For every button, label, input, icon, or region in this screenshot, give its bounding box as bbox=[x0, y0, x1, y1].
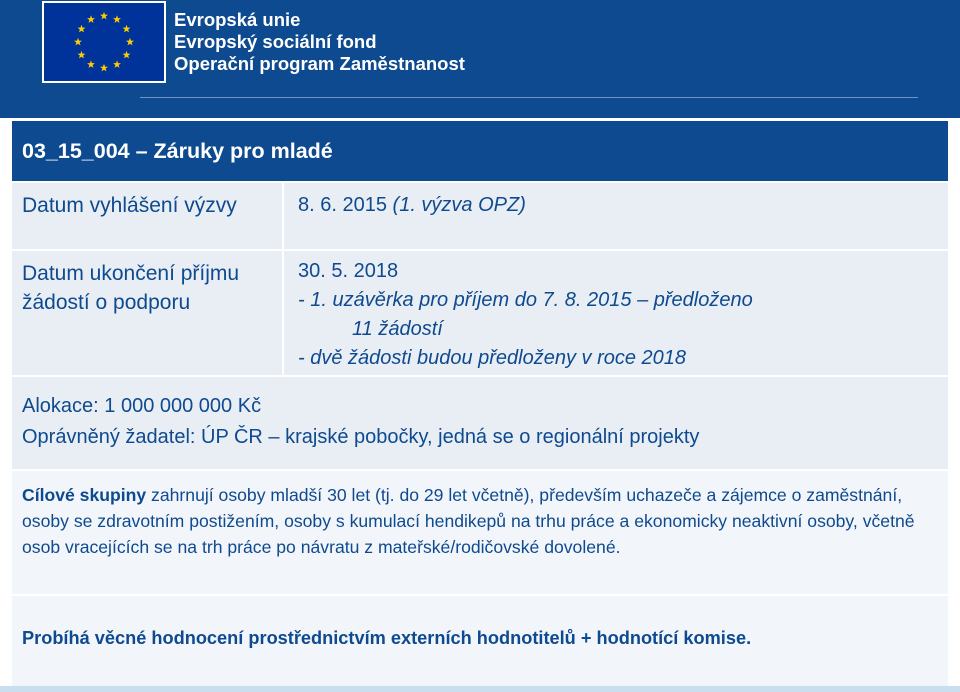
star-icon bbox=[113, 15, 121, 23]
value-date: 8. 6. 2015 bbox=[298, 194, 393, 216]
star-icon bbox=[123, 25, 131, 33]
ukonceni-uzaverka: - 1. uzávěrka pro příjem do 7. 8. 2015 – předloženo bbox=[298, 289, 753, 311]
hodnoceni-row bbox=[12, 596, 948, 686]
cilove-skupiny-text bbox=[22, 482, 938, 560]
bottom-bar bbox=[0, 686, 960, 692]
alokace-line bbox=[22, 391, 699, 422]
page-title: 03_15_004 – Záruky pro mladé bbox=[22, 139, 333, 163]
cilove-label: Cílové skupiny bbox=[22, 485, 147, 505]
title-row bbox=[12, 121, 948, 181]
label-datum-ukonceni: Datum ukončení příjmu žádostí o podporu bbox=[22, 262, 240, 314]
eu-stars bbox=[44, 3, 164, 81]
ukonceni-date: 30. 5. 2018 bbox=[298, 260, 399, 282]
value-cell-ukonceni bbox=[284, 251, 948, 375]
alokace-text bbox=[22, 391, 699, 453]
alokace-value: 1 000 000 000 Kč bbox=[98, 395, 262, 417]
star-icon bbox=[74, 38, 82, 46]
zadatel-value: ÚP ČR – krajské pobočky, jedná se o regionální projekty bbox=[195, 426, 700, 448]
alokace-row bbox=[12, 377, 948, 469]
label-datum-vyhlaseni: Datum vyhlášení výzvy bbox=[22, 194, 237, 217]
star-icon bbox=[123, 51, 131, 59]
value-cell-vyhlaseni bbox=[284, 183, 948, 249]
star-icon bbox=[100, 64, 108, 72]
cilove-skupiny-row bbox=[12, 471, 948, 594]
value-note: (1. výzva OPZ) bbox=[392, 194, 526, 216]
star-icon bbox=[100, 12, 108, 20]
star-icon bbox=[87, 60, 95, 68]
info-table bbox=[12, 121, 948, 686]
logo-line-3: Operační program Zaměstnanost bbox=[174, 53, 465, 74]
eu-logo bbox=[40, 0, 465, 86]
ukonceni-2018: - dvě žádosti budou předloženy v roce 2018 bbox=[298, 347, 687, 369]
label-cell-vyhlaseni bbox=[12, 183, 282, 249]
header-divider bbox=[140, 97, 918, 98]
eu-logo-text bbox=[174, 9, 465, 75]
label-cell-ukonceni bbox=[12, 251, 282, 375]
cilove-body: zahrnují osoby mladší 30 let (tj. do 29 let včetně), především uchazeče a zájemce o zaměstnání, osoby se zdravotním postižením, osoby s kumulací hendikepů na trhu práce a ekonomicky neaktivní osoby, včetně osob vracejících se na trh práce po návratu z mateřské/rodičovské dovolené. bbox=[22, 485, 915, 557]
eu-flag-icon bbox=[42, 1, 166, 83]
star-icon bbox=[77, 51, 85, 59]
star-icon bbox=[87, 15, 95, 23]
logo-line-1: Evropská unie bbox=[174, 9, 301, 30]
value-datum-ukonceni bbox=[298, 257, 753, 373]
star-icon bbox=[77, 25, 85, 33]
alokace-label: Alokace: bbox=[22, 395, 99, 417]
value-datum-vyhlaseni bbox=[298, 191, 526, 220]
star-icon bbox=[113, 60, 121, 68]
star-icon bbox=[126, 38, 134, 46]
zadatel-line bbox=[22, 422, 699, 453]
zadatel-label: Oprávněný žadatel: bbox=[22, 426, 196, 448]
logo-line-2: Evropský sociální fond bbox=[174, 31, 377, 52]
ukonceni-zadosti: 11 žádostí bbox=[352, 318, 443, 340]
hodnoceni-text: Probíhá věcné hodnocení prostřednictvím externích hodnotitelů + hodnotící komise. bbox=[22, 628, 752, 648]
header-band bbox=[0, 0, 960, 118]
